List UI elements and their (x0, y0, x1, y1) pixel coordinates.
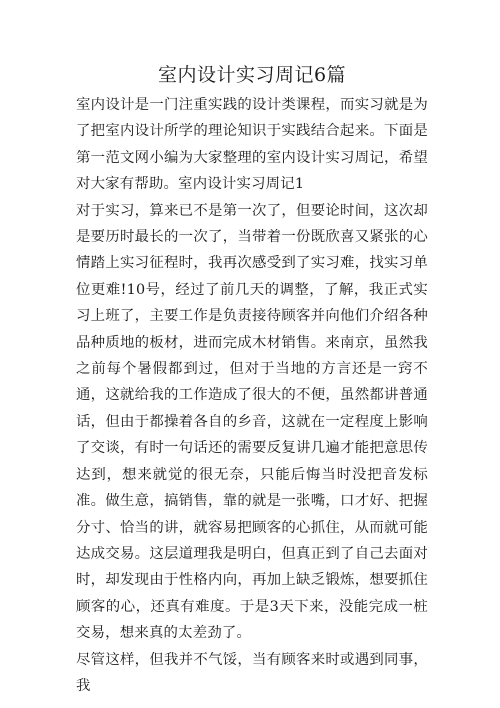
intro-paragraph: 室内设计是一门注重实践的设计类课程，而实习就是为了把室内设计所学的理论知识于实践结合起来。下面是第一范文网小编为大家整理的室内设计实习周记，希望对大家有帮助。室内设计实习周记1 (76, 97, 428, 193)
document-title: 室内设计实习周记6篇 (157, 64, 347, 86)
body-paragraph: 尽管这样，但我并不气馁，当有顾客来时或遇到同事，我 (76, 651, 428, 694)
body-paragraph: 对于实习，算来已不是第一次了，但要论时间，这次却是要历时最长的一次了，当带着一份既欣喜又紧张的心情踏上实习征程时，我再次感受到了实习难，找实习单位更难!10号，经过了前几天的调整，了解，我正式实习上班了，主要工作是负责接待顾客并向他们介绍各种品种质地的板材，进而完成木材销售。来南京，虽然我之前每个暑假都到过，但对于当地的方言还是一窍不通，这就给我的工作造成了很大的不便，虽然都讲普通话，但由于都操着各自的乡音，这就在一定程度上影响了交谈，有时一句话还的需要反复讲几遍才能把意思传达到，想来就觉的很无奈，只能后悔当时没把音发标准。做生意，搞销售，靠的就是一张嘴，口才好、把握分寸、恰当的讲，就容易把顾客的心抓住，从而就可能达成交易。这层道理我是明白，但真正到了自己去面对时，却发现由于性格内向，再加上缺乏锻炼，想要抓住顾客的心，还真有难度。于是3天下来，没能完成一桩交易，想来真的太差劲了。 (76, 202, 428, 642)
